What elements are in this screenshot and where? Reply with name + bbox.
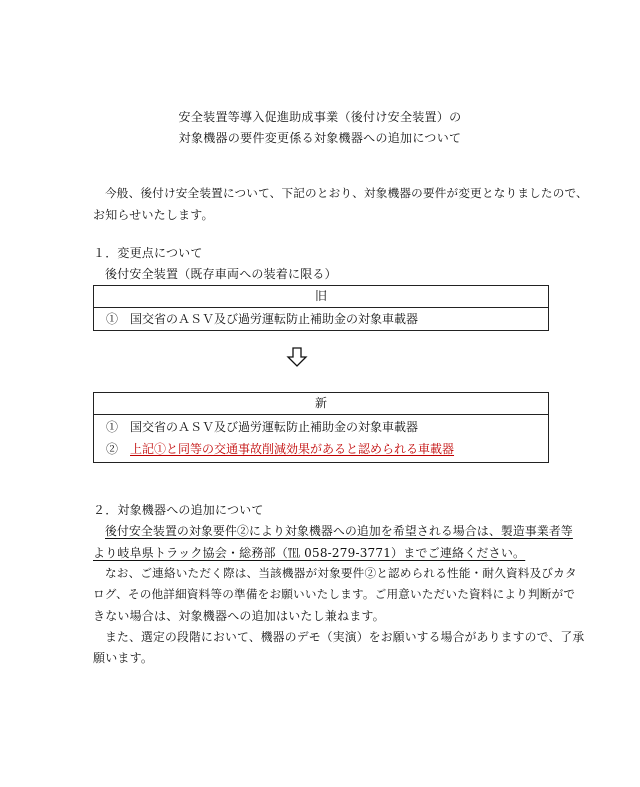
section2-contact-line2: より岐阜県トラック協会・総務部（℡ 058-279-3771）までご連絡ください。 xyxy=(93,546,526,560)
intro-line1: 今般、後付け安全装置について、下記のとおり、対象機器の要件が変更となりましたので、 xyxy=(105,186,588,200)
section2-note-line3: きない場合は、対象機器への追加はいたし兼ねます。 xyxy=(93,609,385,623)
down-arrow-icon xyxy=(286,346,308,368)
section2-demo-line2: 願います。 xyxy=(93,651,154,665)
section2-demo-line1: また、選定の段階において、機器のデモ（実演）をお願いする場合がありますので、了承 xyxy=(105,630,585,644)
old-box-header: 旧 xyxy=(94,286,548,308)
section1-heading: １．変更点について xyxy=(93,246,203,260)
new-box-item-1: ① 国交省のＡＳＶ及び過労運転防止補助金の対象車載器 xyxy=(106,420,419,434)
section1-subheading: 後付安全装置（既存車両への装着に限る） xyxy=(105,267,337,281)
document-title-line1: 安全装置等導入促進助成事業（後付け安全装置）の xyxy=(178,110,462,124)
new-box-item-2-marker: ② xyxy=(106,442,131,456)
section2-note-line1: なお、ご連絡いただく際は、当該機器が対象要件②と認められる性能・耐久資料及びカタ xyxy=(105,566,577,580)
section2-heading: ２．対象機器への追加について xyxy=(93,503,264,517)
new-box-item-2 xyxy=(94,438,548,460)
section2-contact-line1: 後付安全装置の対象要件②により対象機器への追加を希望される場合は、製造事業者等 xyxy=(105,524,573,538)
section2-note-line2: ログ、その他詳細資料等の準備をお願いいたします。ご用意いただいた資料により判断がで xyxy=(93,587,576,601)
intro-line2: お知らせいたします。 xyxy=(93,208,214,222)
old-requirements-box xyxy=(93,285,549,331)
new-requirements-box xyxy=(93,392,549,463)
new-box-item-2-highlighted-text: 上記①と同等の交通事故削減効果があると認められる車載器 xyxy=(130,442,455,456)
new-box-header: 新 xyxy=(94,393,548,415)
document-title-line2: 対象機器の要件変更係る対象機器への追加について xyxy=(178,131,462,145)
old-box-item-1: ① 国交省のＡＳＶ及び過労運転防止補助金の対象車載器 xyxy=(106,312,419,326)
